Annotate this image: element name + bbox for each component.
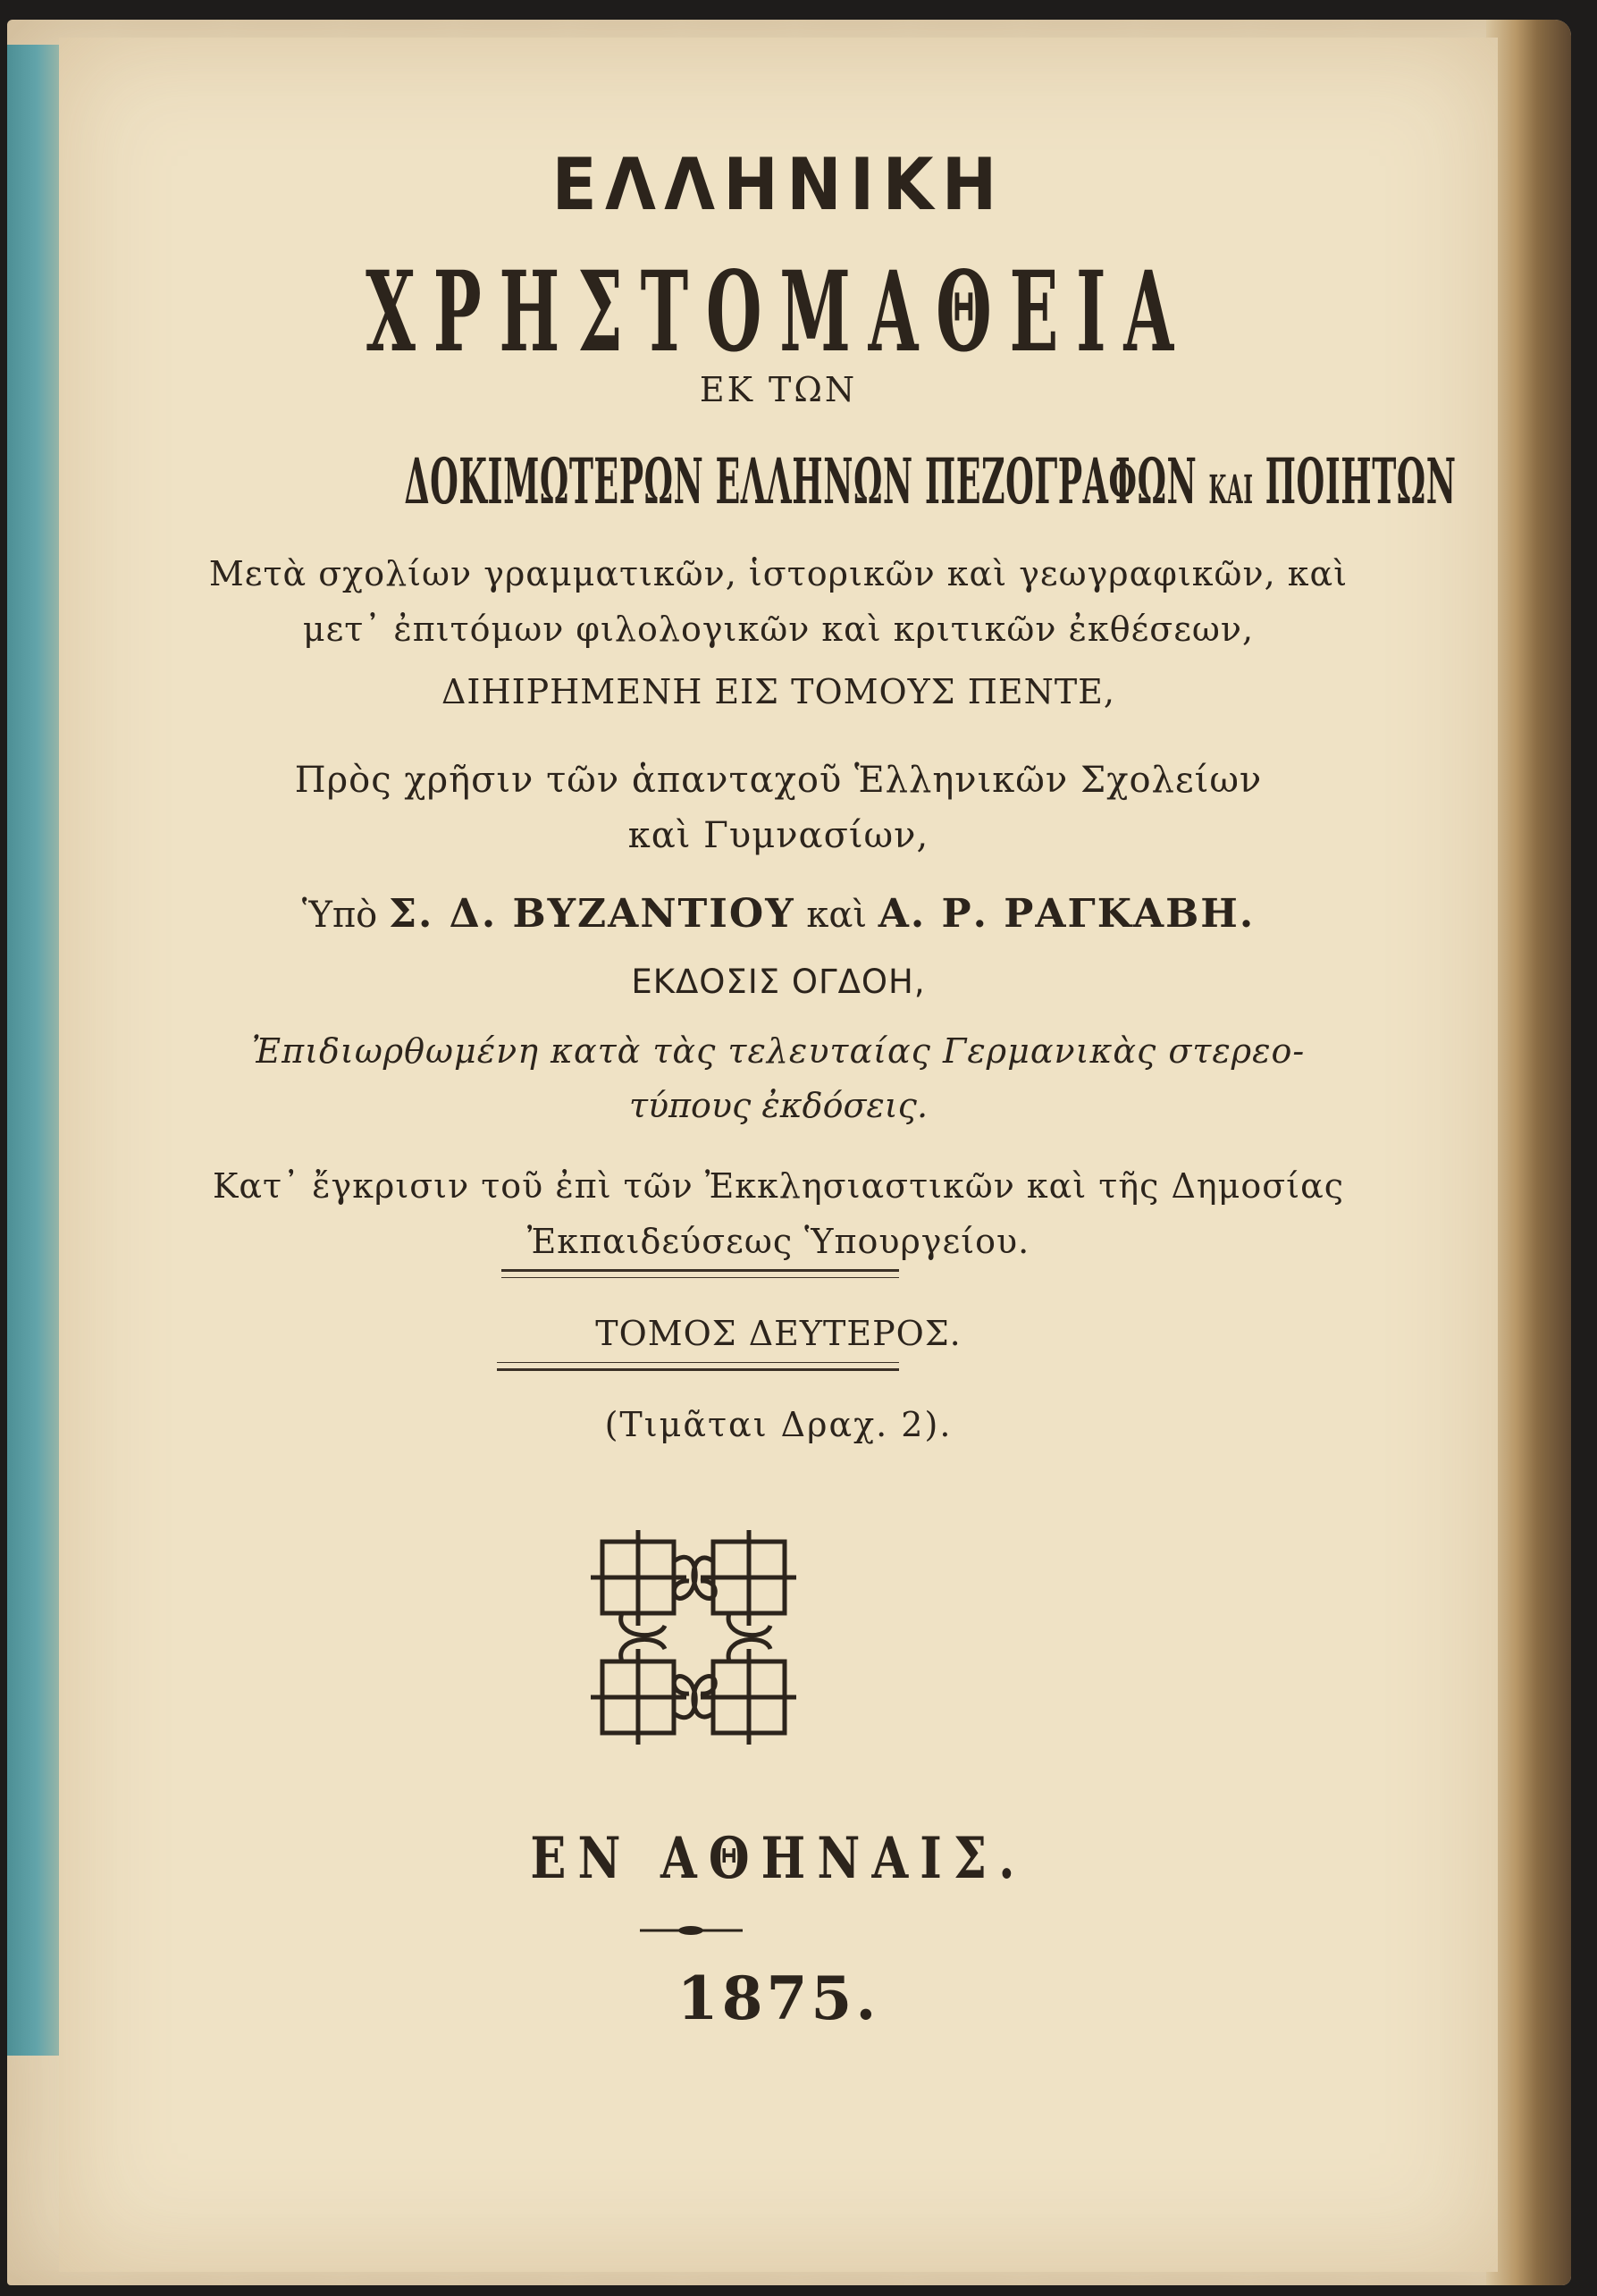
subtitle-line-1: Μετὰ σχολίων γραμματικῶν, ἱστορικῶν καὶ γεωγραφικῶν, καὶ — [208, 554, 1349, 593]
volume-rule-bottom-thin — [497, 1362, 899, 1363]
page-edges — [1486, 20, 1571, 2285]
subtitle-line-2: μετ᾽ ἐπιτόμων φιλολογικῶν καὶ κριτικῶν ἐκθέσεων, — [302, 610, 1255, 649]
book — [7, 20, 1571, 2285]
volume-rule-top-thin — [501, 1277, 899, 1278]
author-1: Σ. Δ. ΒΥΖΑΝΤΙΟΥ — [388, 891, 795, 937]
edition-line: ΕΚΔΟΣΙΣ ΟΓΔΟΗ, — [631, 963, 926, 1001]
printer-ornament-icon — [586, 1526, 801, 1749]
author-and: καὶ — [806, 895, 868, 936]
approval-line-2: Ἐκπαιδεύσεως Ὑπουργείου. — [526, 1222, 1030, 1261]
purpose-line-2: καὶ Γυμνασίων, — [627, 815, 929, 856]
approval-line-1: Κατ᾽ ἔγκρισιν τοῦ ἐπὶ τῶν Ἐκκλησιαστικῶν καὶ τῆς Δημοσίας — [212, 1166, 1345, 1206]
spine-cloth — [7, 45, 61, 2056]
title-line-1: ΕΛΛΗΝΙΚΗ — [551, 143, 1005, 226]
volume-label: ΤΟΜΟΣ ΔΕΥΤΕΡΟΣ. — [595, 1314, 962, 1353]
year-line: 1875. — [677, 1964, 880, 2033]
title-line-4-main: ΔΟΚΙΜΩΤΕΡΩΝ ΕΛΛΗΝΩΝ ΠΕΖΟΓΡΑΦΩΝ — [404, 444, 1198, 518]
author-2: Α. Ρ. ΡΑΓΚΑΒΗ. — [878, 891, 1256, 937]
place-line: ΕΝ ΑΘΗΝΑΙΣ. — [530, 1825, 1027, 1892]
revision-line-2: τύπους ἐκδόσεις. — [628, 1086, 929, 1125]
purpose-line-1: Πρὸς χρῆσιν τῶν ἁπανταχοῦ Ἑλληνικῶν Σχολείων — [294, 760, 1263, 801]
revision-line-1: Ἐπιδιωρθωμένη κατὰ τὰς τελευταίας Γερμανικὰς στερεο- — [251, 1031, 1306, 1071]
volume-rule-top — [501, 1269, 899, 1272]
volume-rule-bottom — [497, 1368, 899, 1371]
title-line-4 — [404, 444, 1457, 518]
title-line-2: ΧΡΗΣΤΟΜΑΘΕΙΑ — [366, 248, 1191, 377]
title-line-4-kai: ΚΑΙ — [1208, 467, 1254, 513]
ornamental-rule-icon — [640, 1923, 743, 1938]
title-line-3: ΕΚ ΤΩΝ — [699, 370, 858, 409]
subtitle-line-3: ΔΙΗΙΡΗΜΕΝΗ ΕΙΣ ΤΟΜΟΥΣ ΠΕΝΤΕ, — [441, 672, 1115, 711]
authors-line — [59, 891, 1498, 937]
author-prefix: Ὑπὸ — [301, 895, 378, 936]
price-line: (Τιμᾶται Δραχ. 2). — [604, 1405, 953, 1444]
title-page — [59, 38, 1498, 2272]
title-line-4-end: ΠΟΙΗΤΩΝ — [1265, 444, 1457, 518]
